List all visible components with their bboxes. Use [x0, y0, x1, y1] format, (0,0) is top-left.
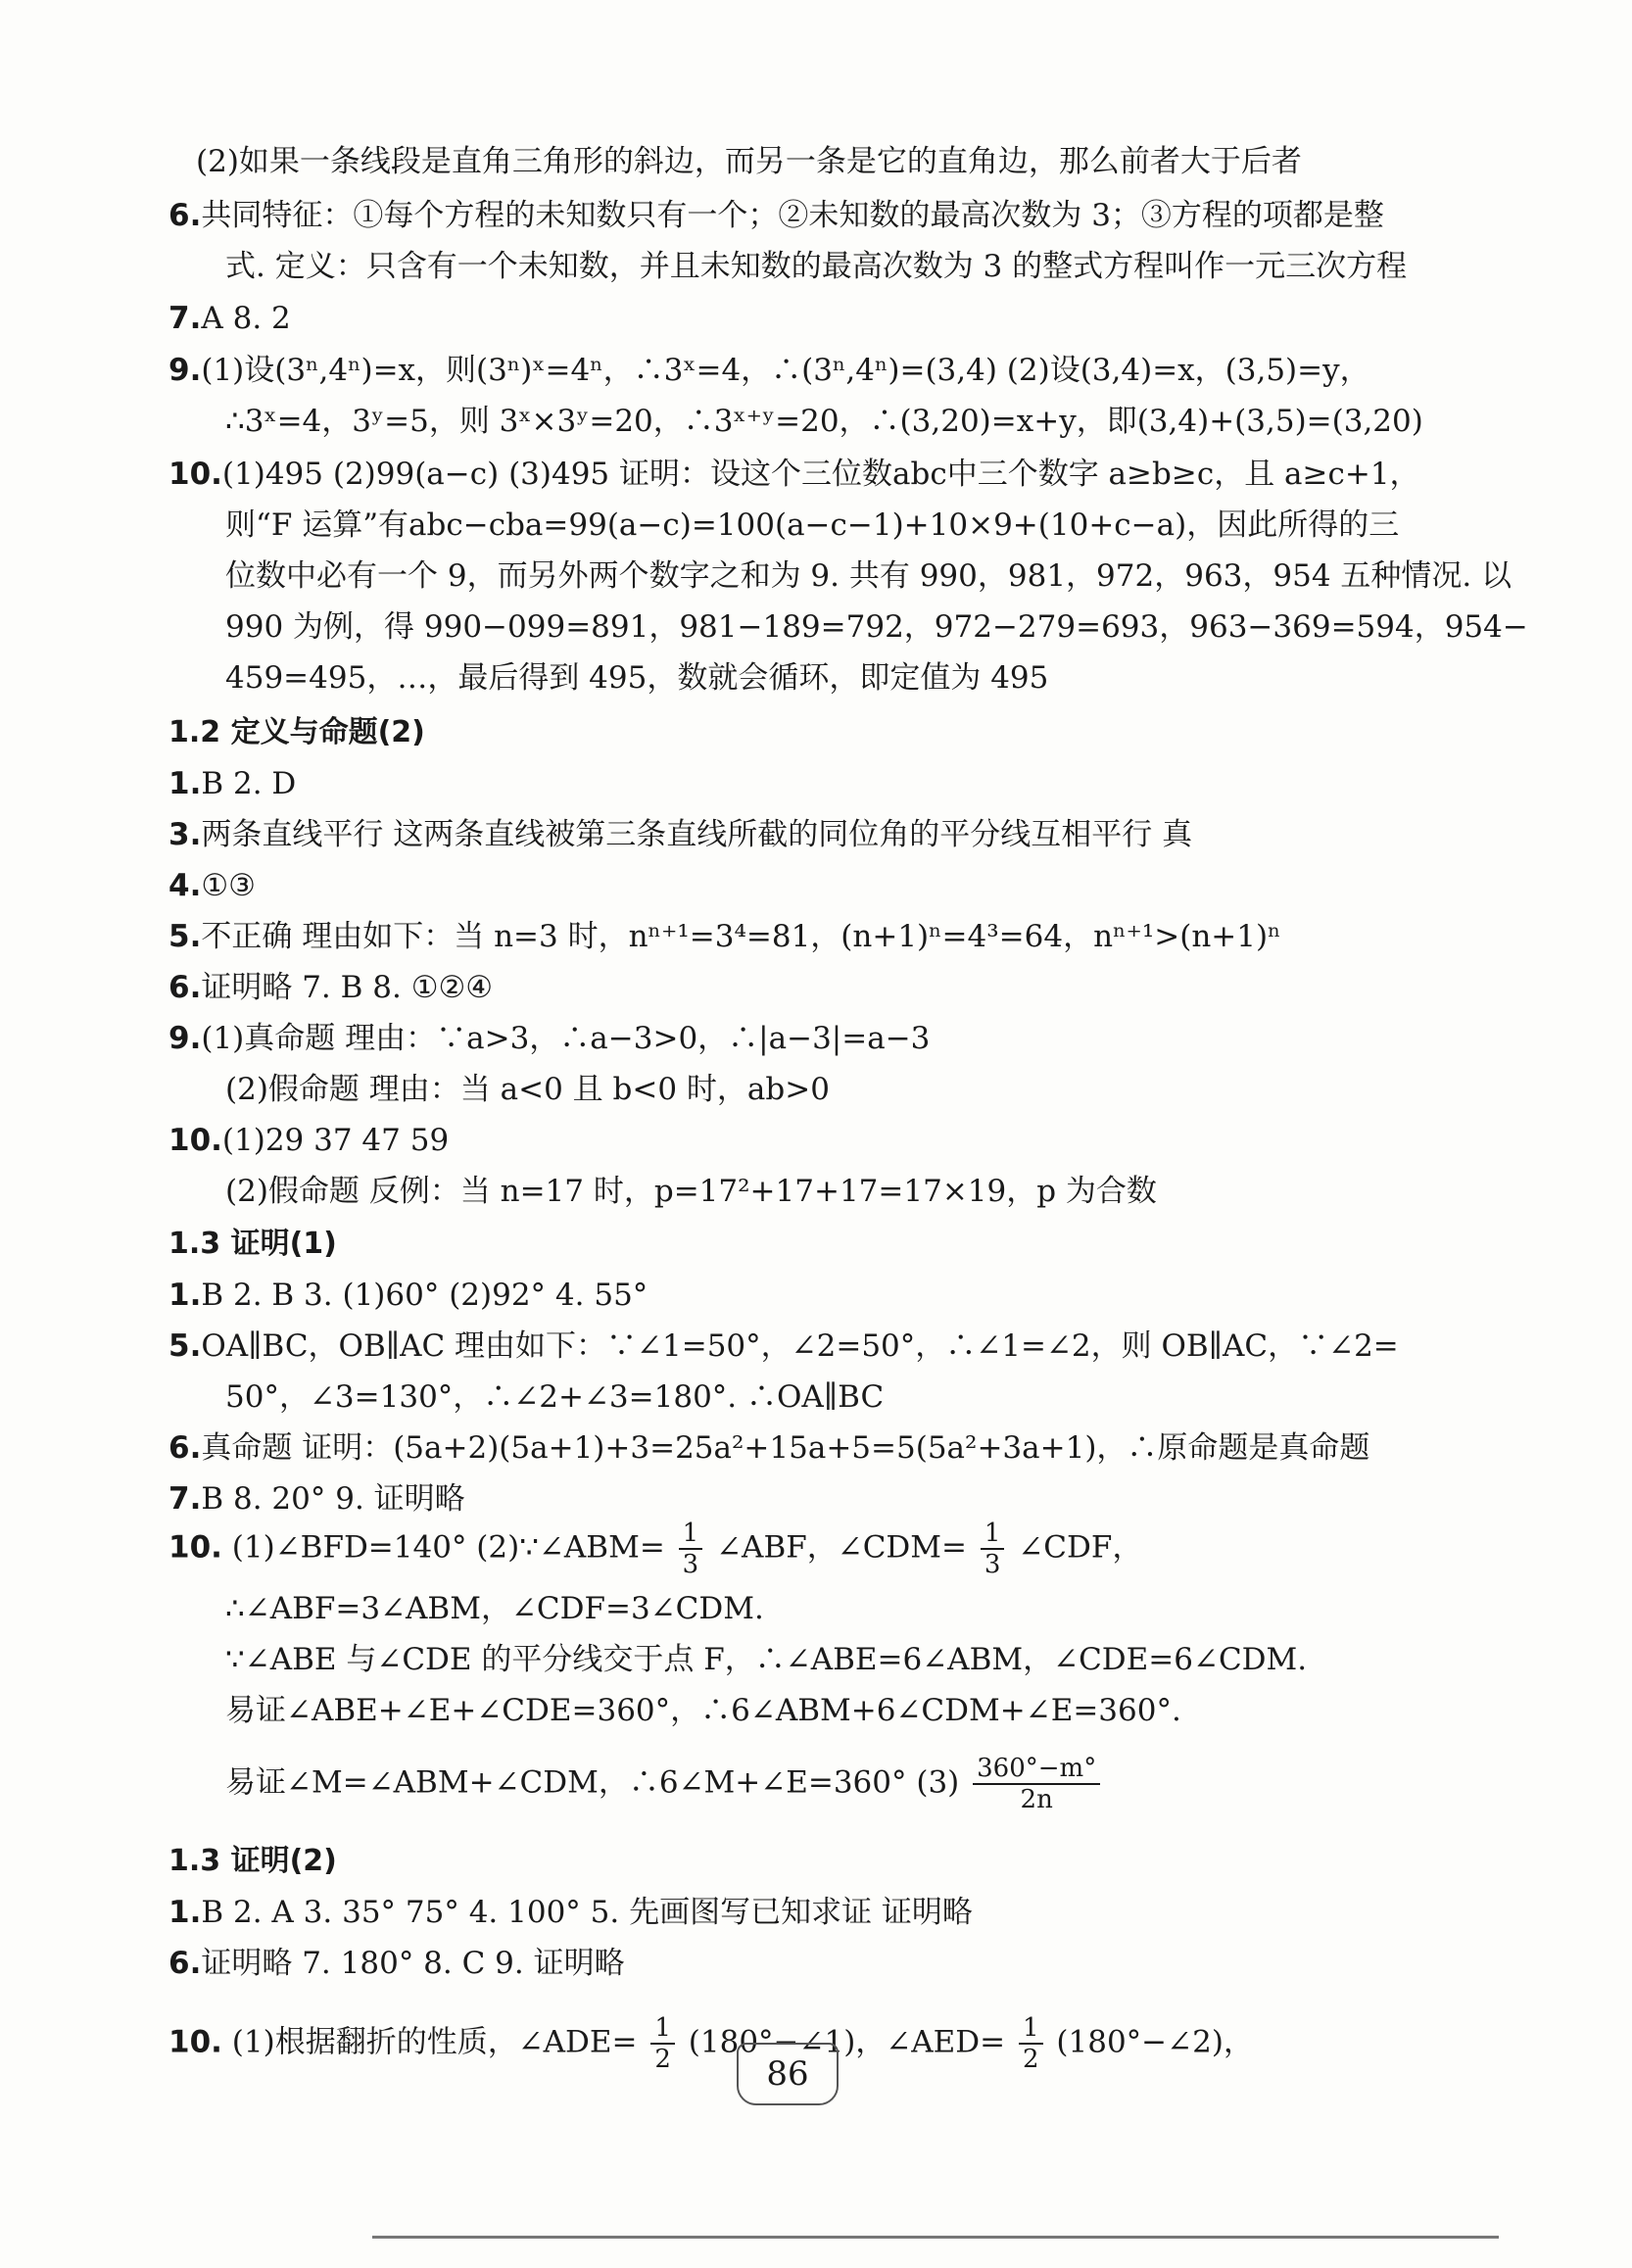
line-text: 位数中必有一个 9，而另外两个数字之和为 9. 共有 990，981，972，963，954 五种情况. 以: [225, 558, 1512, 594]
fraction: [650, 2013, 675, 2074]
numerator: 1: [981, 1519, 1005, 1550]
answer-line: [168, 1121, 1462, 1160]
item-number: 1.: [168, 766, 202, 801]
answer-line: [168, 1019, 1462, 1058]
item-number: 7.: [168, 301, 202, 336]
line-text: B 2. D: [201, 766, 297, 801]
text-part: ∠CDF，: [1018, 1529, 1143, 1566]
answer-line: [168, 1276, 1462, 1315]
line-text: B 8. 20° 9. 证明略: [201, 1481, 465, 1517]
line-text: (1)495 (2)99(a−c) (3)495 证明：设这个三位数abc中三个数字 a≥b≥c，且 a≥c+1，: [221, 457, 1420, 492]
item-number: 6.: [168, 970, 202, 1005]
answer-line: [168, 1428, 1462, 1468]
line-text: (1)29 37 47 59: [221, 1123, 450, 1158]
item-number: 9.: [168, 353, 202, 388]
denominator: 3: [984, 1550, 1001, 1579]
line-text: 两条直线平行 这两条直线被第三条直线所截的同位角的平分线互相平行 真: [201, 817, 1193, 852]
denominator: 2: [654, 2045, 671, 2074]
line-text: ∴3ˣ=4，3ʸ=5，则 3ˣ×3ʸ=20，∴3ˣ⁺ʸ=20，∴(3,20)=x+y，即(3,4)+(3,5)=(3,20): [225, 404, 1423, 439]
line-text: 不正确 理由如下：当 n=3 时，nⁿ⁺¹=3⁴=81，(n+1)ⁿ=4³=64，nⁿ⁺¹>(n+1)ⁿ: [201, 919, 1281, 954]
line-text: (2)假命题 理由：当 a<0 且 b<0 时，ab>0: [225, 1072, 830, 1107]
answer-line: [225, 1172, 1518, 1211]
line-text: (1)设(3ⁿ,4ⁿ)=x，则(3ⁿ)ˣ=4ⁿ，∴3ˣ=4，∴(3ⁿ,4ⁿ)=(3,4) (2)设(3,4)=x，(3,5)=y，: [201, 353, 1370, 388]
fraction: [973, 1754, 1100, 1814]
line-text: 则“F 运算”有abc−cba=99(a−c)=100(a−c−1)+10×9+(10+c−a)，因此所得的三: [225, 507, 1400, 543]
line-text: 1.3 证明(1): [168, 1227, 337, 1261]
section-heading: [168, 713, 1462, 752]
item-number: 9.: [168, 1021, 202, 1056]
line-text: 459=495，…，最后得到 495，数就会循环，即定值为 495: [225, 660, 1049, 696]
item-number: 5.: [168, 1328, 202, 1364]
line-text: B 2. A 3. 35° 75° 4. 100° 5. 先画图写已知求证 证明略: [201, 1895, 973, 1930]
line-text: 1.2 定义与命题(2): [168, 715, 425, 749]
answer-line: [168, 764, 1462, 803]
denominator: 3: [682, 1550, 699, 1579]
answer-line: [225, 1070, 1518, 1109]
answer-line-q10-sec13-end: [225, 1754, 1518, 1814]
answer-line: [168, 1893, 1462, 1932]
section-heading: [168, 1225, 1462, 1264]
answer-line: [225, 607, 1528, 647]
line-text: 易证∠ABE+∠E+∠CDE=360°，∴6∠ABM+6∠CDM+∠E=360°.: [225, 1693, 1181, 1728]
text-part: (1)∠BFD=140° (2)∵∠ABM=: [231, 1529, 665, 1566]
fraction: [679, 1519, 703, 1579]
line-text: 证明略 7. 180° 8. C 9. 证明略: [201, 1946, 625, 1981]
line-text: OA∥BC，OB∥AC 理由如下：∵∠1=50°，∠2=50°，∴∠1=∠2，则 OB∥AC，∵∠2=: [201, 1328, 1399, 1364]
answer-line: [196, 142, 1489, 181]
item-number: 1.: [168, 1278, 202, 1313]
answer-line: [168, 1944, 1462, 1983]
item-number: 4.: [168, 868, 202, 903]
line-text: 式. 定义：只含有一个未知数，并且未知数的最高次数为 3 的整式方程叫作一元三次方程: [225, 249, 1408, 284]
answer-line: [225, 556, 1518, 596]
line-text: B 2. B 3. (1)60° (2)92° 4. 55°: [201, 1278, 648, 1313]
bottom-rule: [372, 2236, 1499, 2239]
answer-line: [168, 968, 1462, 1007]
answer-line: [225, 506, 1518, 545]
item-number: 10.: [168, 1123, 222, 1158]
answer-line: [225, 1640, 1518, 1679]
text-part: (180°−∠2)，: [1056, 2024, 1254, 2060]
answer-line: [168, 815, 1462, 854]
line-text: ①③: [201, 868, 256, 903]
answer-line: [225, 1589, 1518, 1628]
item-number: 3.: [168, 817, 202, 852]
answer-line: [225, 402, 1518, 441]
item-number: 7.: [168, 1481, 202, 1517]
answer-line: [225, 1377, 1518, 1417]
item-number: 6.: [168, 1946, 202, 1981]
answer-line: [225, 658, 1518, 698]
denominator: 2: [1023, 2045, 1039, 2074]
item-number: 5.: [168, 919, 202, 954]
item-number: 10.: [168, 457, 222, 492]
line-text: 50°，∠3=130°，∴∠2+∠3=180°. ∴OA∥BC: [225, 1379, 885, 1415]
answer-line: [168, 299, 1462, 338]
line-text: 证明略 7. B 8. ①②④: [201, 970, 494, 1005]
fraction: [981, 1519, 1005, 1579]
line-text: 990 为例，得 990−099=891，981−189=792，972−279=693，963−369=594，954−: [225, 609, 1528, 645]
page-number: 86: [737, 2043, 839, 2105]
text-part: (1)根据翻折的性质，∠ADE=: [231, 2024, 638, 2060]
numerator: 360°−m°: [973, 1754, 1100, 1785]
line-text: 共同特征：①每个方程的未知数只有一个；②未知数的最高次数为 3；③方程的项都是整: [201, 198, 1384, 233]
text-part: 易证∠M=∠ABM+∠CDM，∴6∠M+∠E=360° (3): [225, 1764, 960, 1801]
line-text: (2)假命题 反例：当 n=17 时，p=17²+17+17=17×19，p 为合数: [225, 1174, 1157, 1209]
answer-line: [225, 247, 1518, 286]
line-text: A 8. 2: [201, 301, 291, 336]
line-text: 1.3 证明(2): [168, 1844, 337, 1878]
item-number: 6.: [168, 198, 202, 233]
answer-line: [168, 917, 1462, 956]
line-text: 真命题 证明：(5a+2)(5a+1)+3=25a²+15a+5=5(5a²+3a+1)，∴原命题是真命题: [201, 1430, 1370, 1466]
answer-line: [168, 351, 1462, 390]
text-part: (180°−∠1)，∠AED=: [688, 2024, 1006, 2060]
answer-line-q10-sec13: [168, 1519, 1462, 1579]
numerator: 1: [650, 2013, 675, 2045]
answer-line: [168, 1327, 1462, 1366]
item-number: 10.: [168, 1529, 222, 1566]
line-text: (2)如果一条线段是直角三角形的斜边，而另一条是它的直角边，那么前者大于后者: [196, 144, 1302, 179]
numerator: 1: [1019, 2013, 1043, 2045]
text-part: ∠ABF，∠CDM=: [716, 1529, 967, 1566]
answer-line: [225, 1691, 1518, 1730]
item-number: 6.: [168, 1430, 202, 1466]
line-text: ∴∠ABF=3∠ABM，∠CDF=3∠CDM.: [225, 1591, 764, 1626]
answer-line: [168, 455, 1462, 494]
answer-line: [168, 196, 1462, 235]
answer-line: [168, 866, 1462, 905]
fraction: [1019, 2013, 1043, 2074]
item-number: 10.: [168, 2024, 222, 2060]
line-text: (1)真命题 理由：∵a>3，∴a−3>0，∴|a−3|=a−3: [201, 1021, 931, 1056]
answer-line: [168, 1479, 1462, 1519]
numerator: 1: [679, 1519, 703, 1550]
item-number: 1.: [168, 1895, 202, 1930]
line-text: ∵∠ABE 与∠CDE 的平分线交于点 F，∴∠ABE=6∠ABM，∠CDE=6∠CDM.: [225, 1642, 1308, 1677]
section-heading: [168, 1842, 1462, 1881]
denominator: 2n: [1020, 1785, 1053, 1814]
